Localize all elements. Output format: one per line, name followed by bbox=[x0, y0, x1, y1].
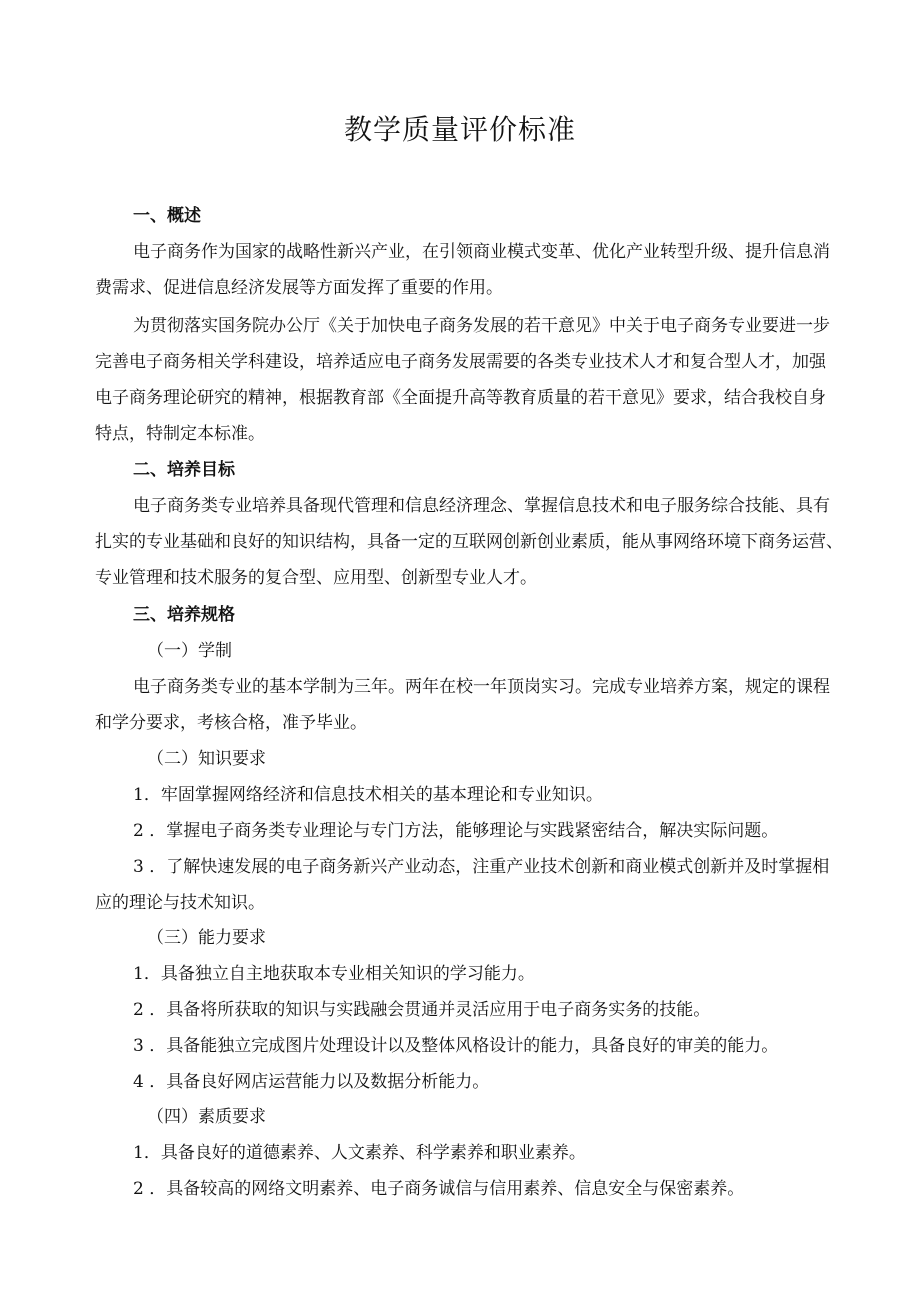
section-heading-goals: 二、培养目标 bbox=[133, 460, 235, 480]
subheading-schooling: （一）学制 bbox=[147, 641, 232, 661]
document-title: 教学质量评价标准 bbox=[343, 113, 576, 146]
list-item-quality-1: 1．具备良好的道德素养、人文素养、科学素养和职业素养。 bbox=[133, 1143, 586, 1163]
list-item-quality-2: 2 ．具备较高的网络文明素养、电子商务诚信与信用素养、信息安全与保密素养。 bbox=[133, 1179, 745, 1199]
list-item-ability-2: 2 ．具备将所获取的知识与实践融会贯通并灵活应用于电子商务实务的技能。 bbox=[133, 1000, 711, 1020]
paragraph-overview-2: 为贯彻落实国务院办公厅《关于加快电子商务发展的若干意见》中关于电子商务专业要进一步 完善电子商务相关学科建设，培养适应电子商务发展需要的各类专业技术人才和复合型人才，加强 电子商务理论研究的精神，根据教育部《全面提升高等教育质量的若干意见》要求，结合我校自身 特点，特制定本标准。 bbox=[95, 316, 830, 444]
list-item-ability-4: 4 ．具备良好网店运营能力以及数据分析能力。 bbox=[133, 1072, 490, 1092]
paragraph-schooling: 电子商务类专业的基本学制为三年。两年在校一年顶岗实习。完成专业培养方案，规定的课程 和学分要求，考核合格，准予毕业。 bbox=[95, 677, 830, 733]
subheading-quality: （四）素质要求 bbox=[147, 1107, 266, 1127]
subheading-knowledge: （二）知识要求 bbox=[147, 749, 266, 769]
paragraph-goals: 电子商务类专业培养具备现代管理和信息经济理念、掌握信息技术和电子服务综合技能、具有 扎实的专业基础和良好的知识结构，具备一定的互联网创新创业素质，能从事网络环境下商务运营、 专业管理和技术服务的复合型、应用型、创新型专业人才。 bbox=[95, 496, 843, 588]
list-item-knowledge-1: 1．牢固掌握网络经济和信息技术相关的基本理论和专业知识。 bbox=[133, 785, 603, 805]
section-heading-overview: 一、概述 bbox=[133, 206, 201, 226]
list-item-knowledge-3: 3 ．了解快速发展的电子商务新兴产业动态，注重产业技术创新和商业模式创新并及时掌握相 应的理论与技术知识。 bbox=[95, 857, 830, 913]
section-heading-spec: 三、培养规格 bbox=[133, 605, 235, 625]
subheading-ability: （三）能力要求 bbox=[147, 928, 266, 948]
list-item-ability-1: 1．具备独立自主地获取本专业相关知识的学习能力。 bbox=[133, 964, 535, 984]
list-item-ability-3: 3 ．具备能独立完成图片处理设计以及整体风格设计的能力，具备良好的审美的能力。 bbox=[133, 1036, 779, 1056]
paragraph-overview-1: 电子商务作为国家的战略性新兴产业，在引领商业模式变革、优化产业转型升级、提升信息消 费需求、促进信息经济发展等方面发挥了重要的作用。 bbox=[95, 242, 830, 298]
list-item-knowledge-2: 2 ．掌握电子商务类专业理论与专门方法，能够理论与实践紧密结合，解决实际问题。 bbox=[133, 821, 779, 841]
